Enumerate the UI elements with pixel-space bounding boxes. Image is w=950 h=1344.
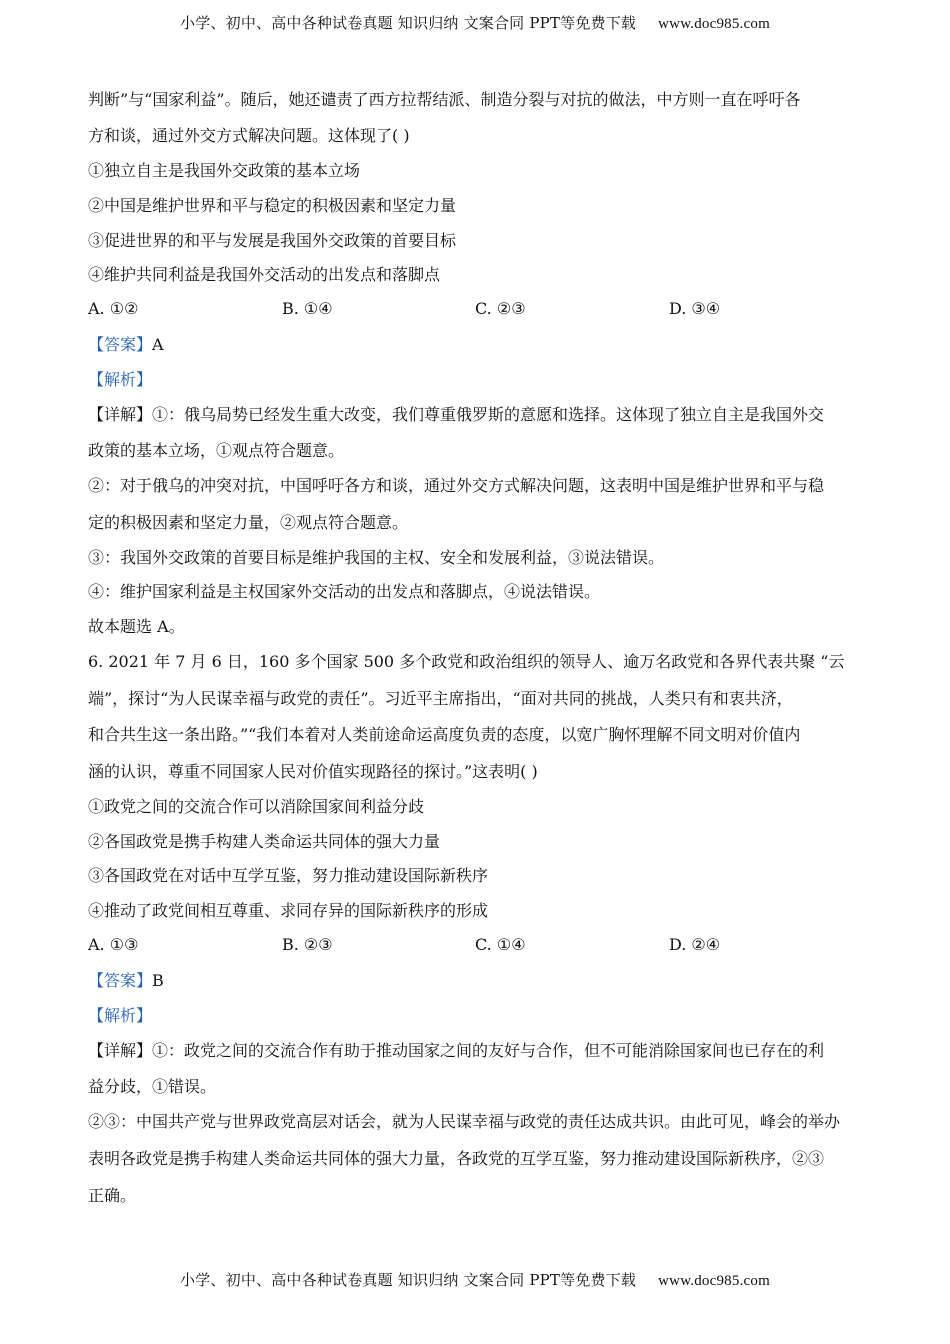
q5-stem-line: 方和谈，通过外交方式解决问题。这体现了( ): [88, 126, 410, 145]
q5-stem-line: 判断”与“国家利益”。随后，她还谴责了西方拉帮结派、制造分裂与对抗的做法，中方则一直在呼吁各: [88, 90, 801, 109]
detail-text: ①：俄乌局势已经发生重大改变，我们尊重俄罗斯的意愿和选择。这体现了独立自主是我国外交: [152, 405, 825, 424]
q6-detail-line: ②③：中国共产党与世界政党高层对话会，就为人民谋幸福与政党的责任达成共识。由此可见，峰会的举办: [88, 1112, 841, 1131]
q5-detail-line: [88, 405, 824, 425]
answer-value: B: [152, 971, 164, 990]
q6-item: ③各国政党在对话中互学互鉴，努力推动建设国际新秩序: [88, 866, 489, 885]
q6-stem-line: 6. 2021 年 7 月 6 日，160 多个国家 500 多个政党和政治组织的领导人、逾万名政党和各界代表共聚 “云: [88, 652, 845, 671]
q6-stem-line: 涵的认识，尊重不同国家人民对价值实现路径的探讨。”这表明( ): [88, 762, 538, 781]
answer-value: A: [152, 335, 164, 354]
q6-option-d: D. ②④: [669, 935, 721, 954]
q6-detail-line: 益分歧，①错误。: [88, 1077, 217, 1096]
q6-option-b: B. ②③: [282, 935, 333, 954]
q5-detail-line: ④：维护国家利益是主权国家外交活动的出发点和落脚点，④说法错误。: [88, 582, 601, 601]
q6-item: ①政党之间的交流合作可以消除国家间利益分歧: [88, 797, 425, 816]
q5-option-d: D. ③④: [669, 299, 721, 318]
footer-text: 小学、初中、高中各种试卷真题 知识归纳 文案合同 PPT等免费下载: [180, 1271, 637, 1289]
page-footer: [0, 1269, 950, 1290]
q5-detail-line: 政策的基本立场，①观点符合题意。: [88, 441, 345, 460]
q6-option-c: C. ①④: [475, 935, 526, 954]
q6-option-a: A. ①③: [88, 935, 139, 954]
q5-detail-line: 定的积极因素和坚定力量，②观点符合题意。: [88, 513, 409, 532]
analysis-tag: 【解析】: [88, 1006, 153, 1025]
detail-text: ①：政党之间的交流合作有助于推动国家之间的友好与合作，但不可能消除国家间也已存在的利: [152, 1041, 825, 1060]
q6-stem-line: 端”，探讨“为人民谋幸福与政党的责任”。习近平主席指出，“面对共同的挑战，人类只有和衷共济，: [88, 689, 793, 708]
q5-detail-line: ③：我国外交政策的首要目标是维护我国的主权、安全和发展利益，③说法错误。: [88, 548, 665, 567]
q5-item: ②中国是维护世界和平与稳定的积极因素和坚定力量: [88, 196, 457, 215]
q5-answer: [88, 335, 164, 355]
detail-tag: 【详解】: [88, 1041, 153, 1060]
q6-detail-line: [88, 1041, 824, 1061]
q5-conclusion: 故本题选 A。: [88, 617, 185, 636]
q6-item: ④推动了政党间相互尊重、求同存异的国际新秩序的形成: [88, 901, 489, 920]
header-url[interactable]: www.doc985.com: [658, 16, 770, 32]
analysis-tag: 【解析】: [88, 370, 153, 389]
answer-tag: 【答案】: [88, 971, 153, 990]
page-header: [0, 12, 950, 33]
q5-option-b: B. ①④: [282, 299, 333, 318]
q5-detail-line: ②：对于俄乌的冲突对抗，中国呼吁各方和谈，通过外交方式解决问题，这表明中国是维护世界和平与稳: [88, 476, 825, 495]
detail-tag: 【详解】: [88, 405, 153, 424]
q5-analysis: [88, 370, 152, 390]
q5-option-a: A. ①②: [88, 299, 139, 318]
q5-item: ③促进世界的和平与发展是我国外交政策的首要目标: [88, 231, 457, 250]
q6-answer: [88, 971, 164, 991]
header-text: 小学、初中、高中各种试卷真题 知识归纳 文案合同 PPT等免费下载: [180, 14, 637, 32]
footer-url[interactable]: www.doc985.com: [658, 1273, 770, 1289]
q6-item: ②各国政党是携手构建人类命运共同体的强大力量: [88, 832, 441, 851]
answer-tag: 【答案】: [88, 335, 153, 354]
q5-item: ④维护共同利益是我国外交活动的出发点和落脚点: [88, 265, 441, 284]
q5-option-c: C. ②③: [475, 299, 526, 318]
q6-analysis: [88, 1006, 152, 1026]
q6-detail-line: 表明各政党是携手构建人类命运共同体的强大力量，各政党的互学互鉴，努力推动建设国际新秩序，②③: [88, 1149, 825, 1168]
q6-stem-line: 和合共生这一条出路。”“我们本着对人类前途命运高度负责的态度，以宽广胸怀理解不同文明对价值内: [88, 725, 801, 744]
q5-item: ①独立自主是我国外交政策的基本立场: [88, 161, 361, 180]
q6-detail-line: 正确。: [88, 1186, 137, 1205]
